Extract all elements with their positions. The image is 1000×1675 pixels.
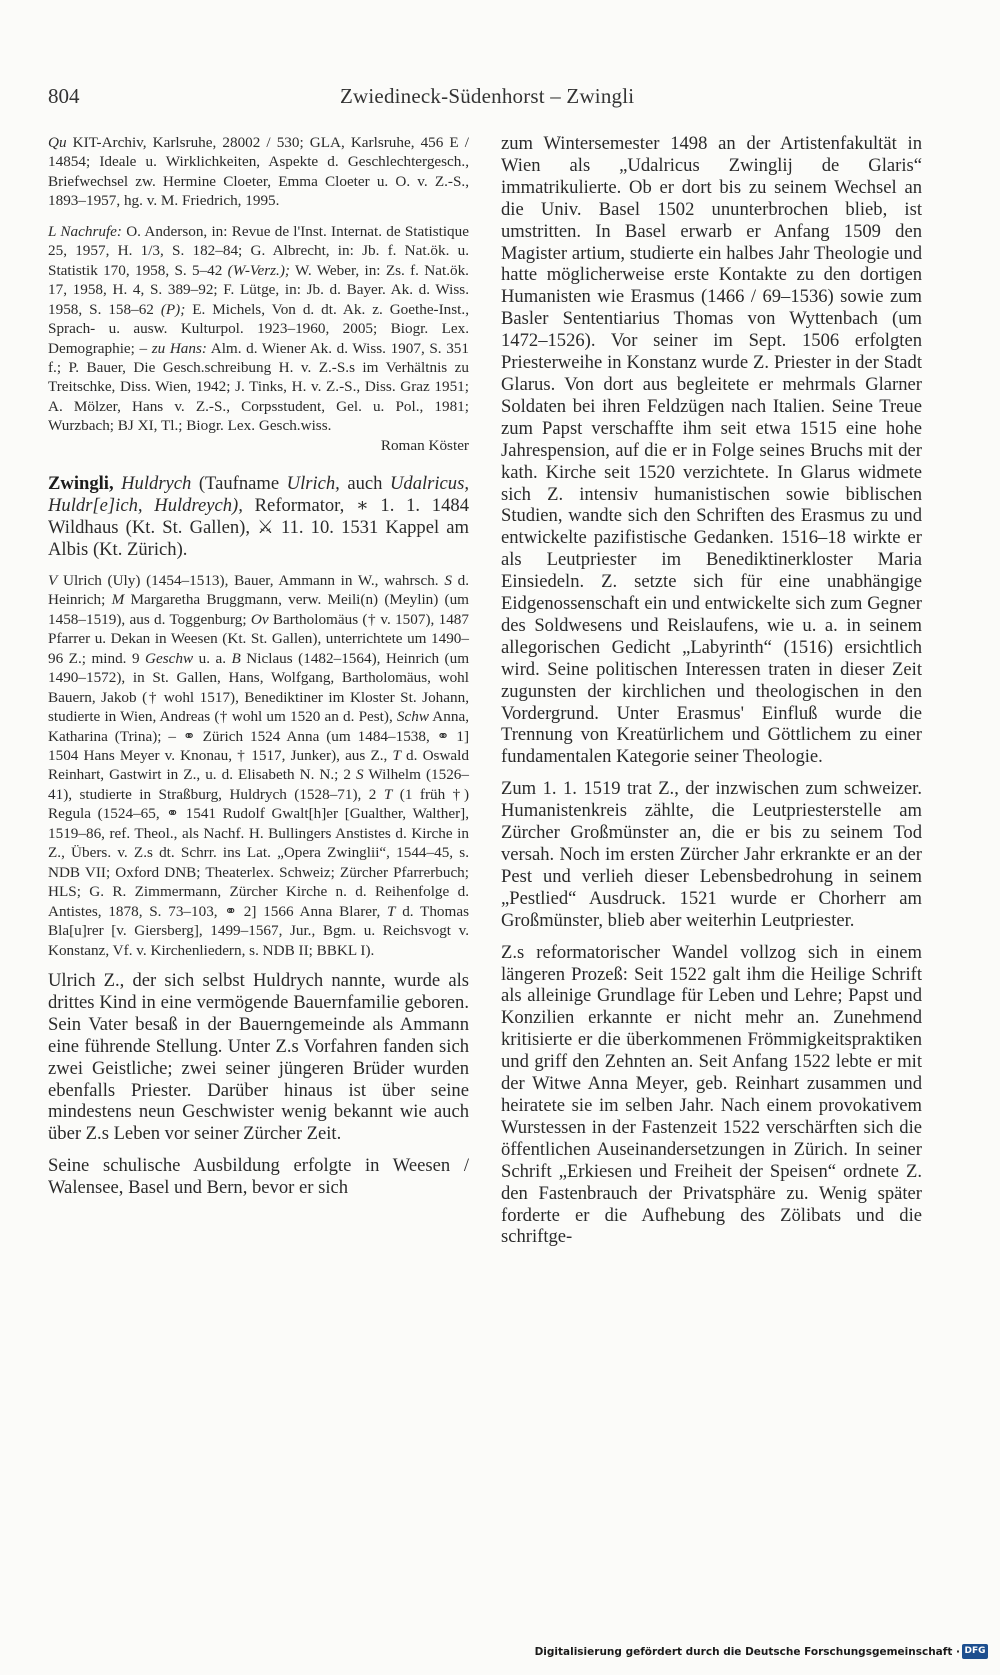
genealogy-text-4: Bartholomäus († v. 1507), 1487 Pfarrer u. Dekan in Weesen (Kt. St. Gallen), unterrichtete um 1490–96 Z.; mind. 9 [48, 610, 469, 667]
article-author: Roman Köster [380, 436, 469, 454]
literature-text-1: O. Anderson, in: Revue de l'Inst. Internat. de Statistique 25, 1957, H. 1/3, S. 182–84; G. Albrecht, in: Jb. f. Nat.ök. u. Statistik 170, 1958, S. 5–42 [48, 222, 469, 279]
sources-label: Qu [48, 134, 67, 151]
genealogy-label-m: M [111, 591, 125, 609]
entry-taufname-label: (Taufname [191, 473, 287, 495]
genealogy-text-9: Wilhelm (1526–41), studierte in Straßburg, Huldrych (1528–71), 2 [48, 766, 469, 803]
entry-auch: auch [339, 473, 390, 495]
genealogy-label-v: V [48, 571, 58, 589]
entry-name-variants: Udalricus, Huldr[e]ich, Huldreych), [48, 473, 469, 517]
genealogy-text-6: Niclaus (1482–1564), Heinrich (um 1490–1572), in St. Gallen, Hans, Wolfgang, Bartholomäus, wohl Bauern, Jakob († wohl 1517), Benediktiner im Kloster St. Johann, studierte in Wien, Andreas († wohl um 1520 an d. Pest), [48, 649, 470, 726]
literature-label: L Nachrufe: [48, 222, 122, 240]
entry-dates: Reformator, ∗ 1. 1. 1484 Wildhaus (Kt. St. Gallen), ⚔ 11. 10. 1531 Kappel am Albis (Kt. Zürich). [48, 495, 469, 561]
page-header [48, 78, 938, 118]
genealogy-label-t1: T [392, 747, 401, 764]
literature-text-3: E. Michels, Von d. dt. Ak. z. Goethe-Inst., Sprach- u. ausw. Kulturpol. 1923–1960, 2005; Biogr. Lex. Demographie; – [48, 300, 469, 357]
entry-name: Zwingli, [48, 473, 114, 495]
genealogy-text-10: (1 früh †) Regula (1524–65, ⚭ 1541 Rudolf Gwalt[h]er [Gualther, Walther], 1519–86, ref. Theol., als Nachf. H. Bullingers Anstistes d. Kirche in Z., Übers. v. Z.s dt. Schrr. ins Lat. „Opera Zwinglii“, 1544–45, s. NDB VII; Oxford DNB; Theaterlex. Schweiz; Zürcher Pfarrerbuch; HLS; G. R. Zimmermann, Zürcher Kirche n. d. Reihenfolge d. Antistes, 1878, S. 73–103, ⚭ 2] 1566 Anna Blarer, [48, 785, 470, 920]
sources-paragraph [48, 133, 469, 211]
entry-given-name: Huldrych [113, 473, 192, 495]
body-paragraph-2: Seine schulische Ausbildung erfolgte in Weesen / Walensee, Basel und Bern, bevor er sich [48, 1155, 469, 1199]
genealogy-label-geschw: Geschw [145, 649, 194, 667]
dfg-logo: DFG [962, 1644, 988, 1659]
genealogy-label-schw: Schw [396, 708, 429, 726]
genealogy-paragraph [48, 571, 469, 960]
genealogy-text-5: u. a. [193, 649, 232, 667]
genealogy-label-b: B [231, 649, 241, 667]
body-paragraph-4: Zum 1. 1. 1519 trat Z., der inzwischen zum schweizer. Humanistenkreis zählte, die Leutpriesterstelle am Zürcher Großmünster an, die er bis zu seinem Tod versah. Noch im ersten Zürcher Jahr erkrankte er an der Pest und verlieh dieser Lebensbedrohung in seinem „Pestlied“ Ausdruck. 1521 wurde er Chorherr am Großmünster, blieb aber weiterhin Leutpriester. [501, 778, 922, 931]
genealogy-text-8: d. Oswald Reinhart, Gastwirt in Z., u. d. Elisabeth N. N.; 2 [48, 747, 469, 784]
entry-heading [48, 473, 469, 561]
literature-text-2: W. Weber, in: Zs. f. Nat.ök. 17, 1958, H. 4, S. 389–92; F. Lütge, in: Jb. d. Bayer. Ak. d. Wiss. 1958, S. 158–62 [48, 261, 469, 318]
genealogy-text-11: d. Thomas Bla[u]rer [v. Giersberg], 1499–1567, Jur., Bgm. u. Reichsvogt v. Konstanz, Vf. v. Kirchenliedern, s. NDB II; BBKL I). [48, 902, 469, 959]
literature-paragraph [48, 222, 469, 436]
entry-baptismal-name: Ulrich, [286, 473, 340, 495]
right-column [501, 133, 922, 1248]
sources-text: KIT-Archiv, Karlsruhe, 28002 / 530; GLA, Karlsruhe, 456 E / 14854; Ideale u. Wirklichkeiten, Aspekte d. Geschlechtergesch., Briefwechsel zw. Hermine Cloeter, Emma Cloeter u. O. v. Z.-S., 1893–1957, hg. v. M. Friedrich, 1995. [48, 134, 469, 210]
genealogy-label-t2: T [383, 785, 393, 803]
genealogy-label-s: S [444, 571, 452, 589]
genealogy-text-2: d. Heinrich; [48, 571, 470, 609]
genealogy-text-7: Anna, Katharina (Trina); – ⚭ Zürich 1524 Anna (um 1484–1538, ⚭ 1] 1504 Hans Meyer v. Knonau, † 1517, Junker), aus Z., [48, 708, 470, 764]
literature-zu-hans: zu Hans: [151, 339, 207, 357]
literature-text-4: Alm. d. Wiener Ak. d. Wiss. 1907, S. 351 f.; P. Bauer, Die Gesch.schreibung H. v. Z.-S.s im Verhältnis zu Treitschke, Diss. Wien, 1942; J. Tinks, H. v. Z.-S., Diss. Graz 1951; A. Mölzer, Hans v. Z.-S., Corpsstudent, Gel. u. Pol., 1981; Wurzbach; BJ XI, Tl.; Biogr. Lex. Gesch.wiss. [48, 339, 469, 435]
literature-wverz: (W-Verz.); [227, 261, 290, 279]
body-paragraph-3: zum Wintersemester 1498 an der Artistenfakultät in Wien als „Udalricus Zwinglij de Glaris“ immatrikulierte. Ob er dort bis zu seinem Wechsel an die Univ. Basel 1502 ununterbrochen blieb, ist umstritten. In Basel erwarb er Anfang 1509 den Magister artium, studierte ein halbes Jahr Theologie und hatte möglicherweise erste Kontakte zu den dortigen Humanisten wie Erasmus (1466 / 69–1536) sowie zum Basler Sententiarius Thomas von Wyttenbach (um 1472–1526). Vor seiner im Sept. 1506 erfolgten Priesterweihe in Konstanz wurde Z. Priester in der Stadt Glarus. Von dort aus begleitete er mehrmals Glarner Soldaten bei ihren Feldzügen nach Italien. Seine Treue zum Papst verschaffte ihm seit etwa 1515 eine hohe Jahrespension, auf die er in Folge seines Bruchs mit der kath. Kirche seit 1520 verzichtete. In Glarus widmete sich Z. intensiv humanistischen sowie biblischen Studien, wandte sich den Schriften des Erasmus zu und entwickelte pazifistische Gedanken. 1516–18 wirkte er als Leutpriester im Benediktinerkloster Maria Einsiedeln. Z. setzte sich für eine unabhängige Eidgenossenschaft ein und entwickelte sich zum Gegner des Soldwesens und Reislaufens, wie u. a. in seinem allegorischen Gedicht „Labyrinth“ (1516) ersichtlich wird. Seine politischen Interessen traten in dieser Zeit zugunsten der kirchlichen und theologischen in den Vordergrund. Unter Erasmus' Einfluß wurde die Trennung von Kreatürlichem und Göttlichem zu einer fundamentalen Kategorie seiner Theologie. [501, 133, 922, 768]
page-number: 804 [48, 84, 80, 108]
body-paragraph-1: Ulrich Z., der sich selbst Huldrych nannte, wurde als drittes Kind in eine vermögende Bauernfamilie geboren. Sein Vater besaß in der Bauerngemeinde als Ammann eine führende Stellung. Unter Z.s Vorfahren fanden sich zwei Geistliche; zwei seiner jüngeren Brüder wurden ebenfalls Priester. Darüber hinaus ist über seine mindestens neun Geschwister wenig bekannt wie auch über Z.s Leben vor seiner Zürcher Zeit. [48, 969, 469, 1145]
running-title: Zwiedineck-Südenhorst – Zwingli [340, 84, 635, 108]
footer [534, 1643, 994, 1663]
genealogy-label-t3: T [387, 902, 396, 920]
genealogy-text-3: Margaretha Bruggmann, verw. Meili(n) (Meylin) (um 1458–1519), aus d. Toggenburg; [48, 591, 469, 628]
body-paragraph-5: Z.s reformatorischer Wandel vollzog sich in einem längeren Prozeß: Seit 1522 galt ihm die Heilige Schrift als alleinige Grundlage für Leben und Lehre; Papst und Konzilien erkannte er nicht mehr an. Zunehmend kritisierte er die überkommenen Frömmigkeitspraktiken und griff den Zehnten an. Seit Anfang 1522 lebte er mit der Witwe Anna Meyer, geb. Reinhart zusammen und heiratete sie im selben Jahr. Nach einem provokativem Wurstessen in der Fastenzeit 1522 verschärften sich die öffentlichen Auseinandersetzungen in Zürich. In seiner Schrift „Erkiesen und Freiheit der Speisen“ ordnete Z. den Fastenbrauch der Privatsphäre zu. Wenig später forderte er die Aufhebung des Zölibats und die schriftge- [501, 941, 922, 1248]
footer-funding-text: Digitalisierung gefördert durch die Deutsche Forschungsgemeinschaft · [534, 1646, 960, 1658]
genealogy-label-ov: Ov [250, 610, 269, 628]
literature-portrait-mark: (P); [160, 300, 186, 318]
genealogy-label-s2: S [356, 766, 364, 784]
left-column [48, 133, 469, 1199]
genealogy-text-1: Ulrich (Uly) (1454–1513), Bauer, Ammann in W., wahrsch. [57, 571, 445, 589]
